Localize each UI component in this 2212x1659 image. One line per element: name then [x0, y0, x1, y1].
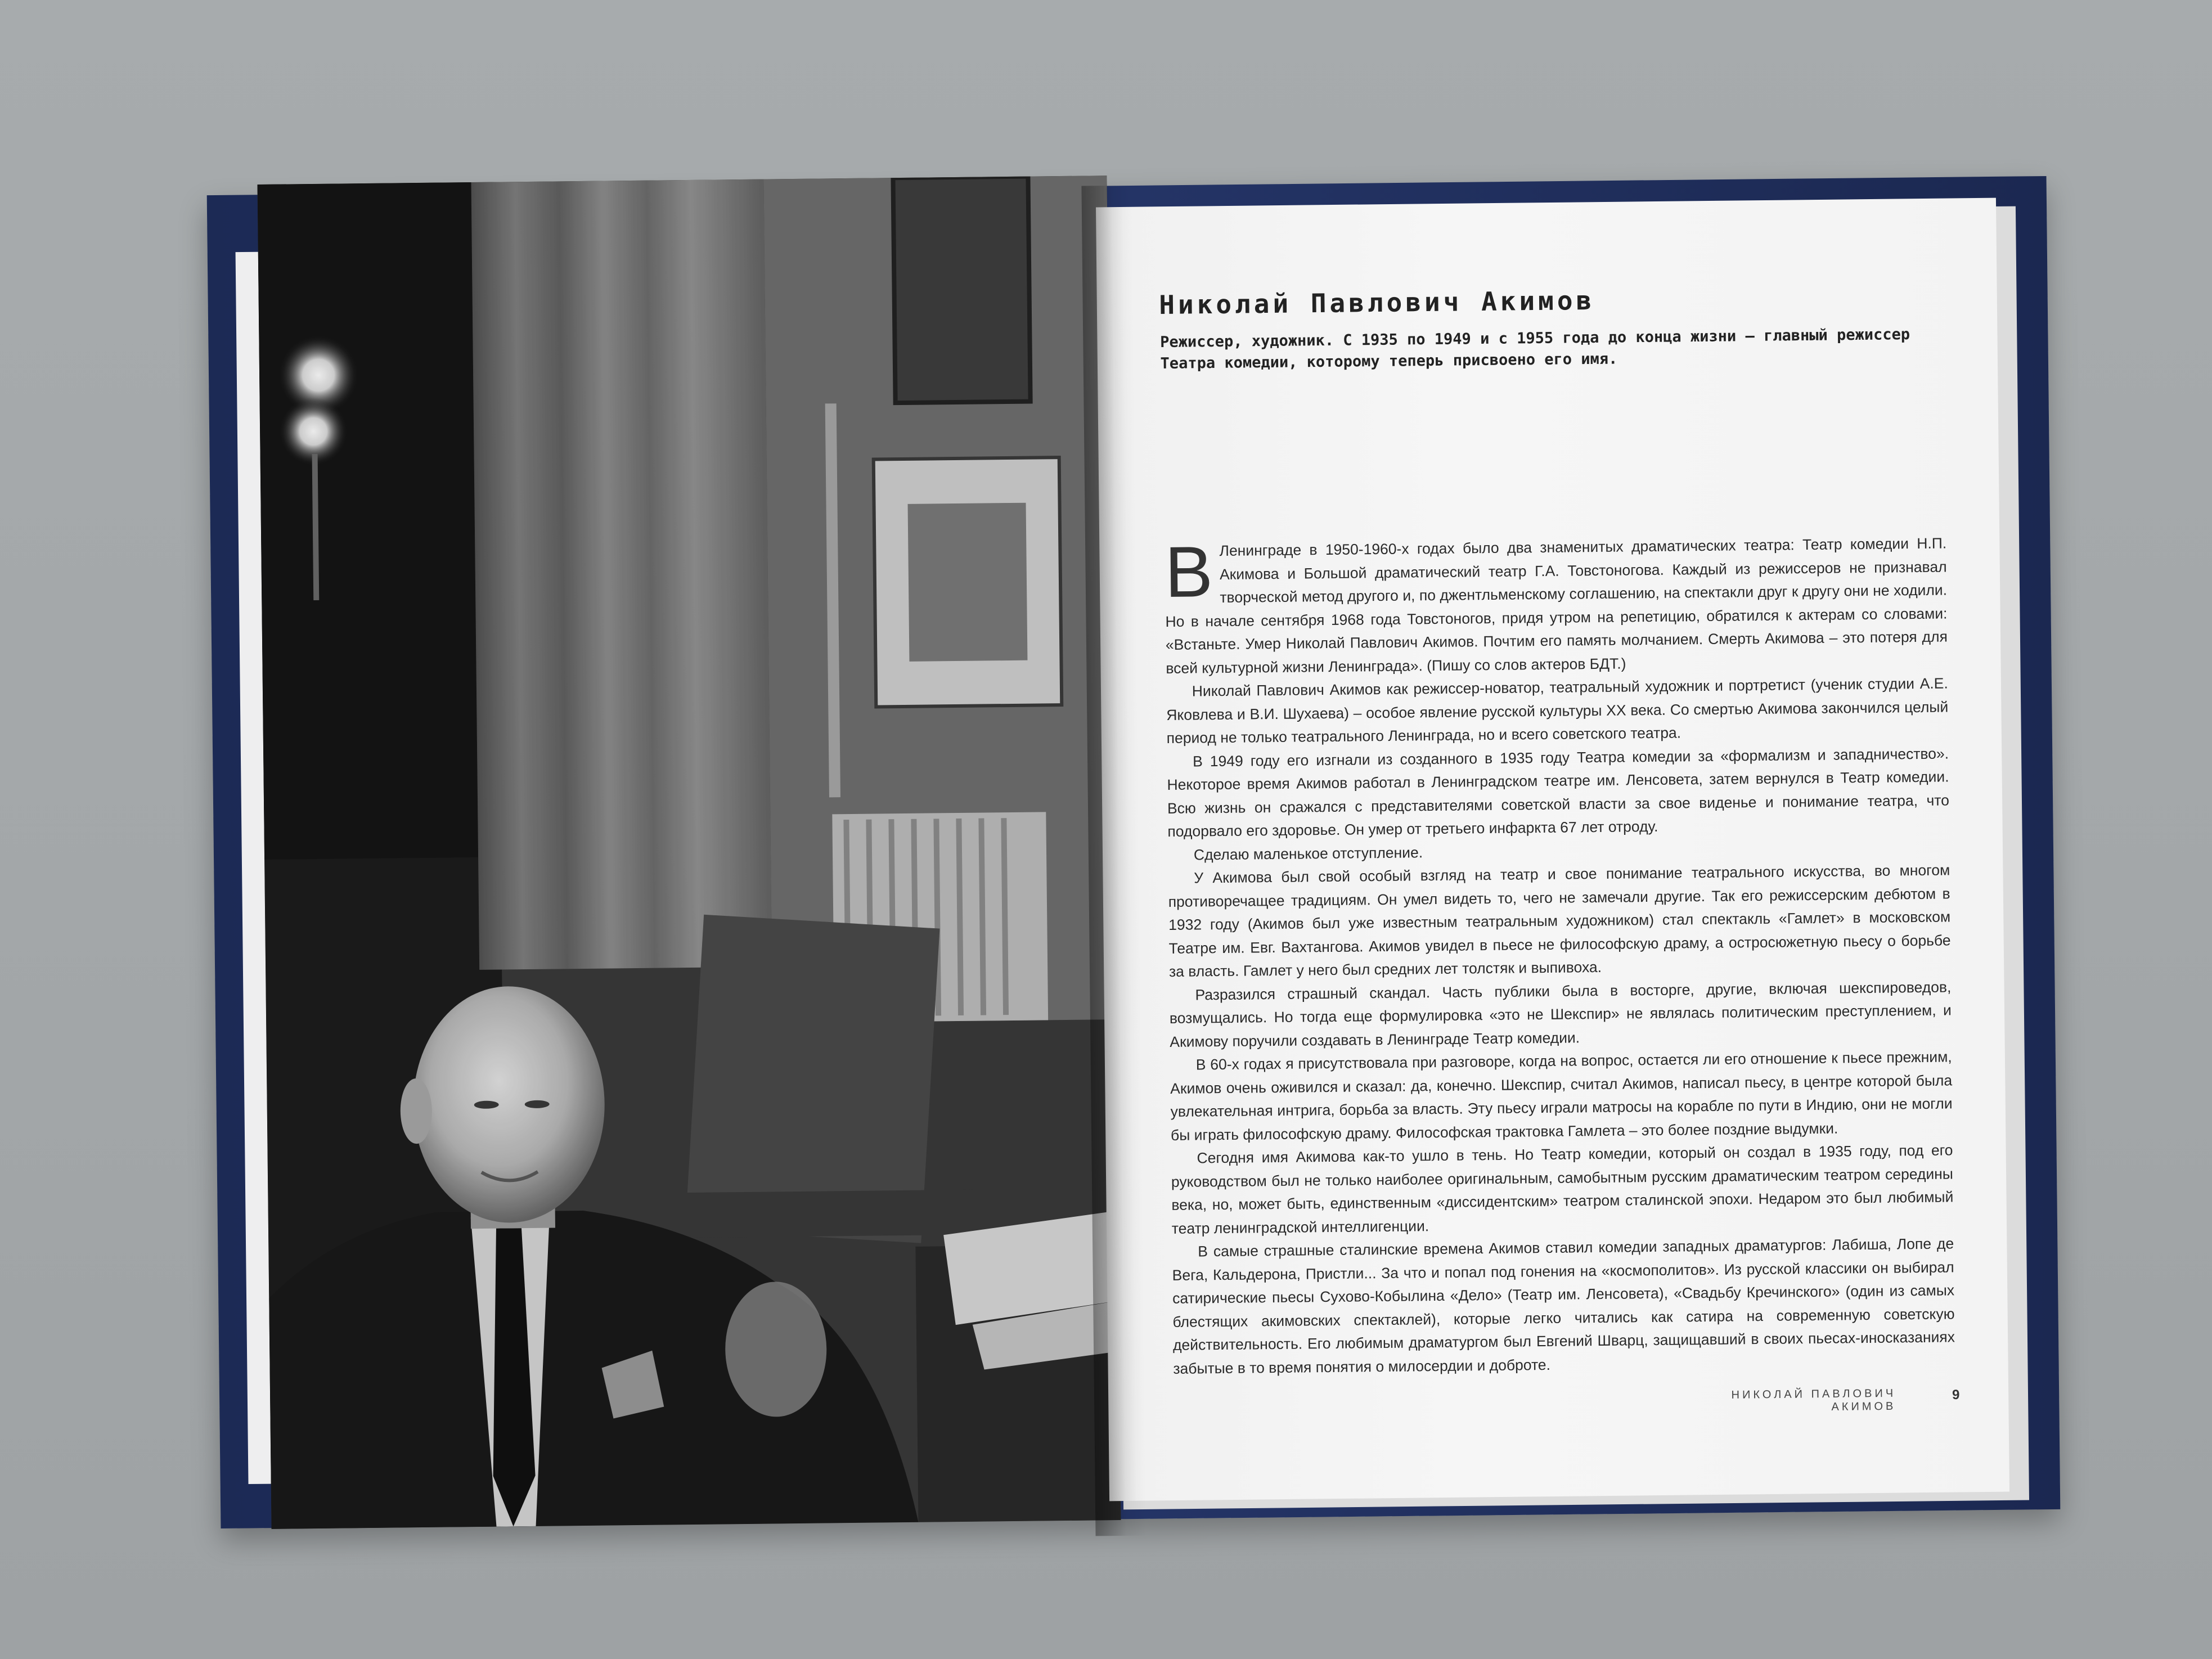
running-head: НИКОЛАЙ ПАВЛОВИЧ АКИМОВ: [1731, 1387, 1896, 1414]
page-number: 9: [1952, 1387, 1960, 1403]
paragraph: Сегодня имя Акимова как-то ушло в тень. Но Театр комедии, который он создал в 1935 году, под его руководством был не только наиболее оригинальным, самобытным русским драматическим театром середины века, но, может быть, единственным «диссидентским» театром сталинской эпохи. Недаром это был любимый театр ленинградской интеллигенции.: [1171, 1141, 1954, 1237]
paragraph: У Акимова был свой особый взгляд на театр и свое понимание театрального искусства, во многом противоречащее традициям. Он умел видеть то, чего не замечали другие. Так его режиссерским дебютом в 1932 году (Акимов был уже известным театральным художником) стал спектакль «Гамлет» в московском Театре им. Евг. Вахтангова. Акимов увидел в пьесе не философскую драму, а остросюжетную пьесу о борьбе за власть. Гамлет у него был средних лет толстяк и выпивоха.: [1168, 861, 1951, 980]
portrait-photo: [258, 176, 1121, 1529]
paragraph: [1165, 532, 1948, 680]
paragraph: В 60-х годах я присутствовала при разговоре, когда на вопрос, остается ли его отношение к пьесе прежним, Акимов очень оживился и сказал: да, конечно. Шекспир, считал Акимов, написал пьесу, в центре которой была увлекательная интрига, борьба за власть. Эту пьесу играли матросы на корабле по пути в Индию, они не могли бы играть философскую драму. Философская трактовка Гамлета – это более поздние выдумки.: [1170, 1048, 1953, 1144]
paragraph: Разразился страшный скандал. Часть публики была в восторге, другие, включая шекспироведов, возмущались. Но тогда еще формулировка «это не Шекспир» не являлась политическим преступлением, и Акимову поручили создавать в Ленинграде Театр комедии.: [1169, 978, 1952, 1050]
paragraph: Николай Павлович Акимов как режиссер-новатор, театральный художник и портретист (ученик студии А.Е. Яковлева и В.И. Шухаева) – особое явление русской культуры XX века. Со смертью Акимова закончился целый период не только театрального Ленинграда, но и всего советского театра.: [1166, 675, 1949, 747]
page-title: Николай Павлович Акимов: [1159, 285, 1595, 320]
paragraph-text: Ленинграде в 1950-1960-х годах было два знаменитых драматических театра: Театр комедии Н.П. Акимова и Большой драматический театр Г.А. Товстоногова. Каждый из режиссеров не признавал творческой метод другого и, по джентльменскому соглашению, на спектакли друг к другу они не ходили. Но в начале сентября 1968 года Товстоногов, придя утром на репетицию, обратился к актерам со словами: «Встаньте. Умер Николай Павлович Акимов. Почтим его память молчанием. Смерть Акимова – это потеря для всей культурной жизни Ленинграда». (Пишу со слов актеров БДТ.): [1165, 534, 1948, 677]
paragraph: Сделаю маленькое отступление.: [1193, 843, 1423, 863]
page-subtitle: Режиссер, художник. С 1935 по 1949 и с 1955 года до конца жизни – главный режиссер Театра комедии, которому теперь присвоено его имя.: [1160, 326, 1910, 372]
portrait-photo-drawing: [258, 176, 1121, 1529]
paragraph: В самые страшные сталинские времена Акимов ставил комедии западных драматургов: Лабиша, Лопе де Вега, Кальдерона, Пристли... За что и попал под гонения на «космополитов». Из русской классики он выбирал сатирические пьесы Сухово-Кобылина «Дело» (Театр им. Ленсовета), «Свадьбу Кречинского» (один из самых блестящих акимовских спектаклей), которые легко читались как сатира на современную советскую действительность. Его любимым драматургом был Евгений Шварц, защищавший в своих пьесах-иносказаниях забытые в то время понятия о милосердии и доброте.: [1172, 1235, 1955, 1377]
article-body: [1165, 532, 1955, 1380]
paragraph: В 1949 году его изгнали из созданного в 1935 году Театра комедии за «формализм и западничество». Некоторое время Акимов работал в Ленинградском театре им. Ленсовета, затем вернулся в Театр комедии. Всю жизнь он сражался с представителями советской власти за свое виденье и понимание театра, что подорвало его здоровье. Он умер от третьего инфаркта 67 лет отроду.: [1167, 744, 1950, 840]
drop-cap: В: [1164, 532, 1213, 613]
